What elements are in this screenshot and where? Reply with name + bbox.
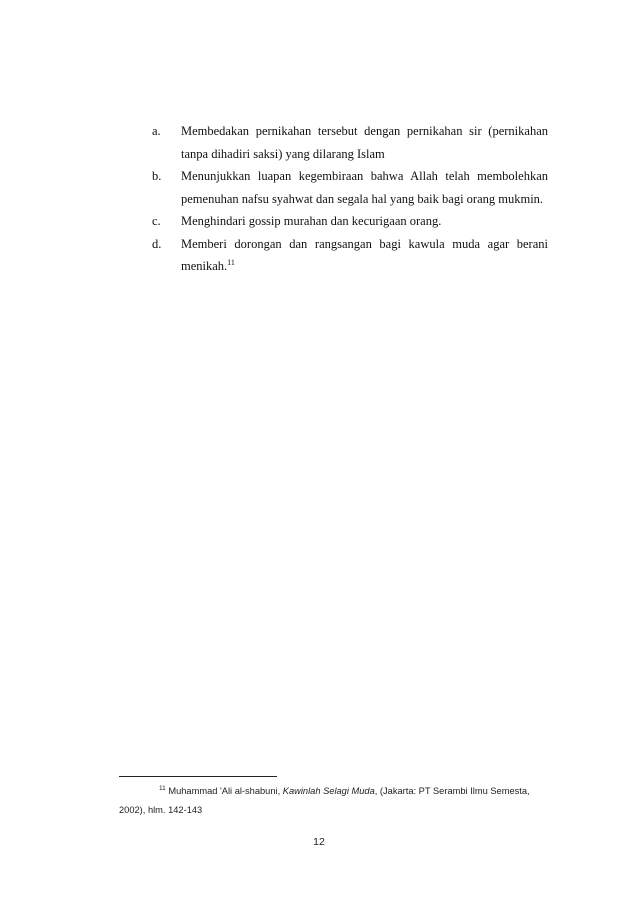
list-item-text: Menghindari gossip murahan dan kecurigaan orang. (181, 214, 442, 228)
reason-list (152, 120, 548, 278)
footnote-book-title: Kawinlah Selagi Muda (282, 786, 375, 796)
list-marker: a. (152, 124, 161, 138)
footnote-reference[interactable]: 11 (227, 257, 235, 267)
list-item-d (152, 233, 548, 278)
list-marker: b. (152, 169, 162, 183)
list-item-c (152, 210, 548, 233)
list-marker: d. (152, 236, 162, 251)
list-item-b (152, 165, 548, 210)
footnote-number: 11 (159, 784, 166, 792)
list-item-text: Membedakan pernikahan tersebut dengan pernikahan sir (pernikahan tanpa dihadiri saksi) yang dilarang Islam (181, 124, 548, 161)
footnote-text-before-title: Muhammad 'Ali al-shabuni, (165, 786, 283, 796)
page-number: 12 (313, 836, 325, 848)
list-item-text: Menunjukkan luapan kegembiraan bahwa Allah telah membolehkan pemenuhan nafsu syahwat dan segala hal yang baik bagi orang mukmin. (181, 169, 548, 206)
footnote-text-after-title: , (Jakarta: PT Serambi Ilmu Semesta, 2002), hlm. 142-143 (119, 786, 530, 815)
list-item-a (152, 120, 548, 165)
list-item-text: Memberi dorongan dan rangsangan bagi kawula muda agar berani menikah. (181, 236, 548, 273)
footnote (119, 782, 549, 820)
footnote-separator (119, 776, 277, 777)
list-marker: c. (152, 214, 161, 228)
